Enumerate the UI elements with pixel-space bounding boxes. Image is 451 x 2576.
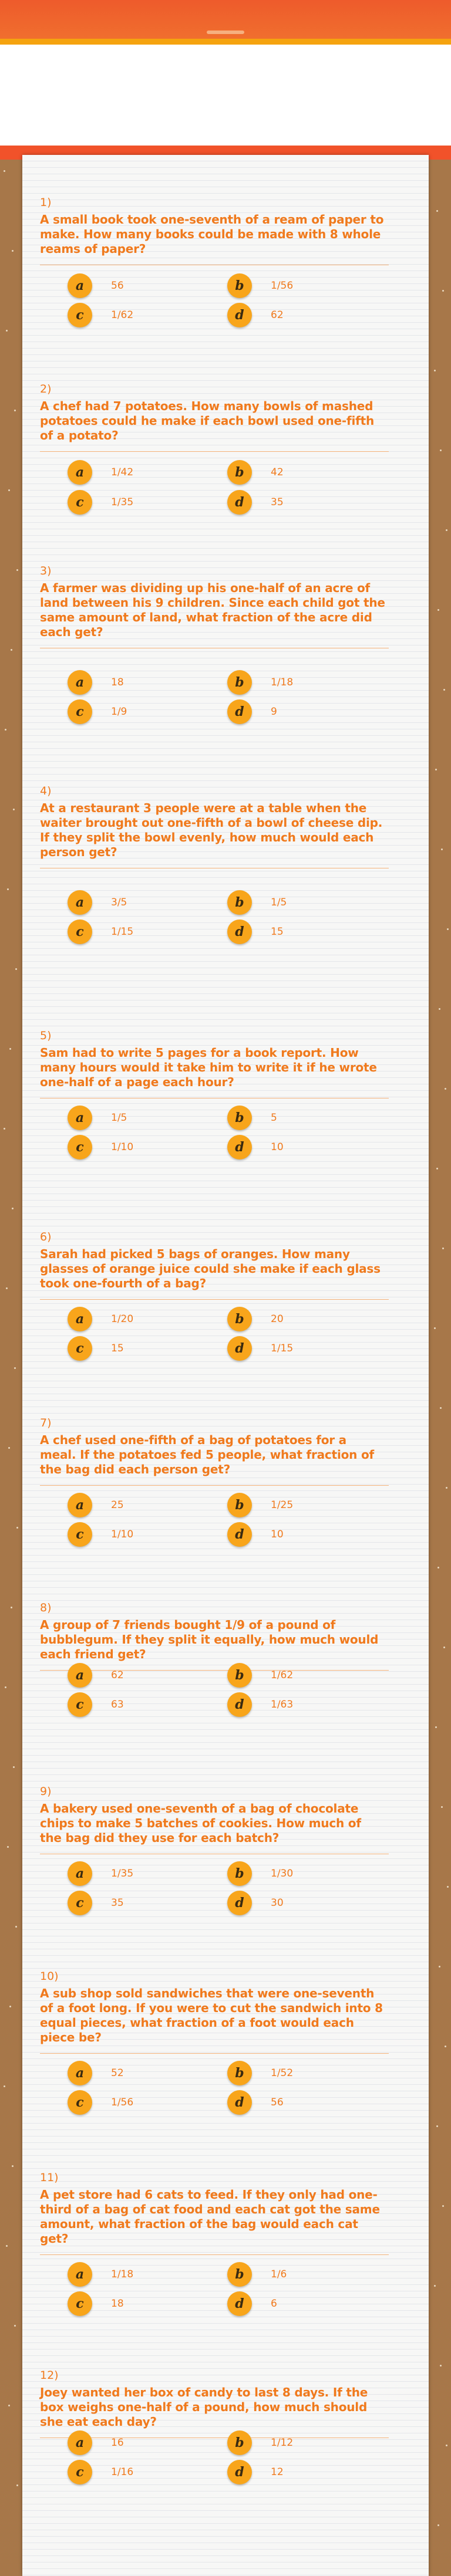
desk-speck — [434, 1327, 436, 1329]
desk-speck — [9, 2006, 11, 2007]
option-value: 62 — [271, 309, 284, 321]
option-value: 12 — [271, 2466, 284, 2478]
question-11 — [40, 2170, 386, 2255]
question-12 — [40, 2368, 386, 2438]
desk-speck — [446, 2445, 447, 2446]
option-letter-badge: c — [68, 1336, 92, 1361]
answer-option-b[interactable] — [227, 1106, 277, 1130]
question-divider — [40, 1299, 389, 1300]
option-letter-badge: c — [68, 919, 92, 944]
question-number: 4) — [40, 785, 52, 797]
desk-speck — [13, 809, 15, 810]
option-value: 9 — [271, 706, 277, 718]
option-value: 1/15 — [111, 926, 134, 938]
desk-speck — [435, 1726, 437, 1728]
desk-speck — [4, 1128, 5, 1130]
option-value: 1/25 — [271, 1499, 294, 1511]
answer-option-a[interactable] — [68, 1106, 127, 1130]
desk-speck — [435, 769, 437, 770]
option-value: 52 — [111, 2067, 124, 2079]
option-letter-badge: d — [227, 1522, 252, 1547]
question-8 — [40, 1600, 386, 1671]
banner-area — [0, 45, 451, 146]
answer-option-d[interactable] — [227, 920, 284, 944]
desk-speck — [439, 1966, 440, 1968]
desk-speck — [4, 2085, 5, 2087]
option-value: 63 — [111, 1699, 124, 1710]
option-letter-badge: a — [68, 1106, 92, 1130]
option-value: 1/10 — [111, 1529, 134, 1540]
desk-speck — [434, 2285, 436, 2287]
question-number: 7) — [40, 1417, 52, 1429]
desk-speck — [447, 1886, 449, 1888]
option-value: 6 — [271, 2298, 277, 2310]
option-letter-badge: b — [227, 2430, 252, 2455]
option-letter-badge: a — [68, 2061, 92, 2085]
option-letter-badge: a — [68, 1307, 92, 1331]
desk-speck — [12, 1208, 14, 1209]
option-letter-badge: a — [68, 1663, 92, 1688]
option-value: 1/35 — [111, 496, 134, 508]
option-value: 1/10 — [111, 1141, 134, 1153]
question-number: 11) — [40, 2171, 59, 2184]
option-letter-badge: c — [68, 1891, 92, 1915]
desk-speck — [437, 2524, 439, 2526]
option-letter-badge: c — [68, 303, 92, 327]
option-letter-badge: d — [227, 1692, 252, 1717]
option-letter-badge: a — [68, 1861, 92, 1886]
option-value: 10 — [271, 1141, 284, 1153]
option-value: 1/5 — [111, 1112, 127, 1124]
option-letter-badge: b — [227, 1307, 252, 1331]
option-letter-badge: c — [68, 699, 92, 724]
header-stripe — [0, 39, 451, 45]
answer-option-b[interactable] — [227, 2263, 287, 2286]
option-letter-badge: a — [68, 2430, 92, 2455]
question-text: At a restaurant 3 people were at a table when the waiter brought out one-fifth of a bowl of cheese dip. If they split the bowl evenly, how much would each person get? — [40, 801, 383, 859]
option-letter-badge: a — [68, 460, 92, 485]
question-text: A group of 7 friends bought 1/9 of a pound of bubblegum. If they split it equally, how much would each friend get? — [40, 1618, 379, 1661]
answer-option-d[interactable] — [227, 1891, 284, 1915]
question-2 — [40, 381, 386, 452]
question-9 — [40, 1784, 386, 1854]
option-letter-badge: a — [68, 1493, 92, 1517]
desk-speck — [6, 1287, 8, 1289]
option-value: 1/18 — [271, 677, 294, 688]
option-value: 56 — [271, 2097, 284, 2108]
desk-speck — [8, 1447, 10, 1449]
option-value: 1/52 — [271, 2067, 294, 2079]
question-number: 3) — [40, 564, 52, 577]
option-letter-badge: a — [68, 2262, 92, 2287]
option-value: 18 — [111, 2298, 124, 2310]
question-10 — [40, 1969, 386, 2054]
question-text: Sam had to write 5 pages for a book report. How many hours would it take him to write it if he wrote one-half of a page each hour? — [40, 1046, 377, 1089]
question-number: 5) — [40, 1029, 52, 1042]
desk-speck — [436, 1168, 438, 1169]
desk-speck — [440, 449, 442, 451]
desk-speck — [11, 649, 12, 651]
option-letter-badge: c — [68, 2291, 92, 2316]
answer-option-a[interactable] — [68, 1307, 133, 1331]
answer-option-b[interactable] — [227, 2061, 293, 2085]
answer-option-c[interactable] — [68, 920, 133, 944]
option-letter-badge: b — [227, 460, 252, 485]
answer-option-d[interactable] — [227, 700, 277, 724]
option-letter-badge: a — [68, 273, 92, 298]
option-letter-badge: b — [227, 1493, 252, 1517]
answer-option-a[interactable] — [68, 671, 124, 694]
answer-option-a[interactable] — [68, 1664, 124, 1687]
option-letter-badge: d — [227, 2291, 252, 2316]
answer-option-d[interactable] — [227, 1693, 293, 1716]
option-value: 1/62 — [111, 309, 134, 321]
desk-speck — [12, 2165, 14, 2167]
option-value: 1/15 — [271, 1343, 294, 1354]
question-4 — [40, 783, 386, 868]
option-letter-badge: d — [227, 2460, 252, 2484]
option-value: 1/30 — [271, 1868, 294, 1879]
question-text: Joey wanted her box of candy to last 8 days. If the box weighs one-half of a pound, how much should she eat each day? — [40, 2385, 368, 2429]
question-number: 1) — [40, 196, 52, 209]
desk-speck — [446, 1487, 447, 1489]
answer-option-b[interactable] — [227, 1307, 284, 1331]
question-divider — [40, 2053, 389, 2054]
desk-speck — [446, 529, 447, 531]
desk-speck — [4, 170, 5, 172]
desk-speck — [6, 2245, 8, 2247]
answer-option-b[interactable] — [227, 1664, 293, 1687]
desk-speck — [16, 2484, 18, 2486]
option-letter-badge: d — [227, 2090, 252, 2115]
option-letter-badge: b — [227, 1663, 252, 1688]
question-number: 2) — [40, 383, 52, 395]
desk-speck — [5, 1686, 6, 1688]
answer-option-a[interactable] — [68, 1862, 133, 1885]
desk-speck — [11, 1607, 12, 1608]
question-6 — [40, 1229, 386, 1300]
option-letter-badge: b — [227, 670, 252, 695]
answer-option-d[interactable] — [227, 303, 284, 327]
question-number: 12) — [40, 2369, 59, 2382]
question-3 — [40, 563, 386, 648]
desk-speck — [14, 410, 16, 411]
desk-speck — [440, 1407, 442, 1409]
answer-option-c[interactable] — [68, 2292, 124, 2315]
desk-speck — [7, 1846, 9, 1848]
question-7 — [40, 1415, 386, 1486]
option-letter-badge: d — [227, 303, 252, 327]
option-value: 1/20 — [111, 1313, 134, 1325]
question-divider — [40, 2254, 389, 2255]
desk-speck — [13, 1766, 15, 1768]
question-text: Sarah had picked 5 bags of oranges. How many glasses of orange juice could she make if each glass took one-fourth of a bag? — [40, 1247, 381, 1290]
option-letter-badge: c — [68, 490, 92, 515]
option-value: 15 — [271, 926, 284, 938]
option-value: 62 — [111, 1669, 124, 1681]
answer-option-d[interactable] — [227, 2460, 284, 2484]
answer-option-d[interactable] — [227, 1523, 284, 1546]
option-letter-badge: a — [68, 670, 92, 695]
desk-speck — [436, 2125, 438, 2127]
answer-option-d[interactable] — [227, 1337, 293, 1360]
desk-speck — [443, 1647, 445, 1648]
option-letter-badge: c — [68, 2090, 92, 2115]
question-number: 10) — [40, 1970, 59, 1983]
option-value: 3/5 — [111, 897, 127, 908]
answer-option-b[interactable] — [227, 461, 284, 484]
option-value: 35 — [111, 1897, 124, 1909]
question-1 — [40, 195, 386, 265]
option-letter-badge: b — [227, 273, 252, 298]
desk-speck — [441, 1806, 443, 1808]
answer-option-b[interactable] — [227, 891, 287, 914]
answer-option-c[interactable] — [68, 1523, 133, 1546]
desk-speck — [5, 729, 6, 731]
desk-speck — [12, 250, 14, 252]
question-number: 6) — [40, 1230, 52, 1243]
option-value: 5 — [271, 1112, 277, 1124]
option-value: 1/62 — [271, 1669, 294, 1681]
answer-option-c[interactable] — [68, 1135, 133, 1159]
option-value: 1/12 — [271, 2437, 294, 2449]
answer-option-c[interactable] — [68, 491, 133, 514]
desk-speck — [16, 1527, 18, 1529]
option-value: 1/63 — [271, 1699, 294, 1710]
option-letter-badge: c — [68, 1692, 92, 1717]
desk-speck — [440, 2365, 442, 2367]
answer-option-c[interactable] — [68, 700, 127, 724]
question-number: 8) — [40, 1601, 52, 1614]
desk-speck — [445, 1088, 446, 1090]
option-value: 15 — [111, 1343, 124, 1354]
question-number: 9) — [40, 1785, 52, 1798]
option-value: 1/56 — [271, 280, 294, 292]
answer-option-b[interactable] — [227, 671, 293, 694]
option-value: 1/16 — [111, 2466, 134, 2478]
header-handle[interactable] — [207, 31, 244, 34]
question-text: A bakery used one-seventh of a bag of chocolate chips to make 5 batches of cookies. How much of the bag did they use for each batch? — [40, 1801, 361, 1845]
header-bar — [0, 0, 451, 42]
answer-option-a[interactable] — [68, 2431, 124, 2455]
desk-speck — [15, 1926, 17, 1928]
question-text: A pet store had 6 cats to feed. If they only had one-third of a bag of cat food and each cat got the same amount, what fraction of the bag would each cat get? — [40, 2188, 380, 2246]
option-letter-badge: d — [227, 699, 252, 724]
option-value: 18 — [111, 677, 124, 688]
question-divider — [40, 1485, 389, 1486]
option-letter-badge: d — [227, 1891, 252, 1915]
option-value: 10 — [271, 1529, 284, 1540]
option-value: 20 — [271, 1313, 284, 1325]
desk-speck — [8, 2405, 10, 2406]
option-value: 1/9 — [111, 706, 127, 718]
desk-speck — [16, 569, 18, 571]
desk-speck — [9, 1048, 11, 1050]
option-letter-badge: d — [227, 1336, 252, 1361]
option-letter-badge: a — [68, 890, 92, 915]
answer-option-d[interactable] — [227, 2292, 277, 2315]
desk-speck — [443, 689, 445, 691]
question-text: A small book took one-seventh of a ream of paper to make. How many books could be made with 8 whole reams of paper? — [40, 212, 384, 256]
question-5 — [40, 1028, 386, 1098]
option-letter-badge: c — [68, 1522, 92, 1547]
question-text: A chef used one-fifth of a bag of potatoes for a meal. If the potatoes fed 5 people, what fraction of the bag did each person get? — [40, 1433, 374, 1476]
option-letter-badge: c — [68, 2460, 92, 2484]
question-text: A chef had 7 potatoes. How many bowls of mashed potatoes could he make if each bowl used one-fifth of a potato? — [40, 399, 375, 442]
desk-speck — [445, 2046, 446, 2047]
answer-option-c[interactable] — [68, 2091, 133, 2114]
desk-speck — [15, 968, 17, 970]
desk-speck — [441, 848, 443, 850]
desk-speck — [7, 888, 9, 890]
option-letter-badge: c — [68, 1135, 92, 1159]
answer-option-a[interactable] — [68, 274, 124, 298]
answer-option-b[interactable] — [227, 1862, 293, 1885]
desk-speck — [439, 1008, 440, 1010]
option-value: 1/6 — [271, 2269, 287, 2280]
option-value: 16 — [111, 2437, 124, 2449]
answer-option-b[interactable] — [227, 1493, 293, 1517]
question-text: A sub shop sold sandwiches that were one-seventh of a foot long. If you were to cut the sandwich into 8 equal pieces, what fraction of a foot would each piece be? — [40, 1986, 383, 2044]
desk-speck — [436, 210, 438, 212]
answer-option-c[interactable] — [68, 1891, 124, 1915]
desk-speck — [434, 370, 436, 371]
answer-option-d[interactable] — [227, 2091, 284, 2114]
option-value: 1/35 — [111, 1868, 134, 1879]
option-letter-badge: b — [227, 890, 252, 915]
answer-option-b[interactable] — [227, 2431, 293, 2455]
option-value: 1/5 — [271, 897, 287, 908]
desk-speck — [437, 1567, 439, 1568]
option-letter-badge: d — [227, 919, 252, 944]
option-value: 35 — [271, 496, 284, 508]
answer-option-a[interactable] — [68, 2263, 133, 2286]
option-letter-badge: b — [227, 2061, 252, 2085]
option-letter-badge: b — [227, 1861, 252, 1886]
desk-speck — [6, 330, 8, 332]
option-value: 56 — [111, 280, 124, 292]
desk-speck — [14, 1367, 16, 1369]
option-value: 30 — [271, 1897, 284, 1909]
answer-option-d[interactable] — [227, 1135, 284, 1159]
answer-option-a[interactable] — [68, 891, 127, 914]
answer-option-b[interactable] — [227, 274, 293, 298]
answer-option-c[interactable] — [68, 2460, 133, 2484]
option-letter-badge: d — [227, 1135, 252, 1159]
question-divider — [40, 451, 389, 452]
answer-option-c[interactable] — [68, 1693, 124, 1716]
answer-option-c[interactable] — [68, 1337, 124, 1360]
answer-option-d[interactable] — [227, 491, 284, 514]
desk-speck — [447, 928, 449, 930]
desk-speck — [437, 609, 439, 611]
answer-option-a[interactable] — [68, 2061, 124, 2085]
option-letter-badge: b — [227, 2262, 252, 2287]
option-value: 1/18 — [111, 2269, 134, 2280]
option-value: 1/56 — [111, 2097, 134, 2108]
desk-speck — [442, 2205, 444, 2207]
option-letter-badge: b — [227, 1106, 252, 1130]
question-text: A farmer was dividing up his one-half of an acre of land between his 9 children. Since each child got the same amount of land, what fraction of the acre did each get? — [40, 581, 385, 639]
answer-option-a[interactable] — [68, 461, 133, 484]
desk-speck — [442, 290, 444, 292]
option-value: 1/42 — [111, 466, 134, 478]
desk-speck — [8, 489, 10, 491]
answer-option-a[interactable] — [68, 1493, 124, 1517]
desk-speck — [442, 1248, 444, 1249]
answer-option-c[interactable] — [68, 303, 133, 327]
desk-speck — [14, 2325, 16, 2327]
option-letter-badge: d — [227, 490, 252, 515]
option-value: 25 — [111, 1499, 124, 1511]
option-value: 42 — [271, 466, 284, 478]
